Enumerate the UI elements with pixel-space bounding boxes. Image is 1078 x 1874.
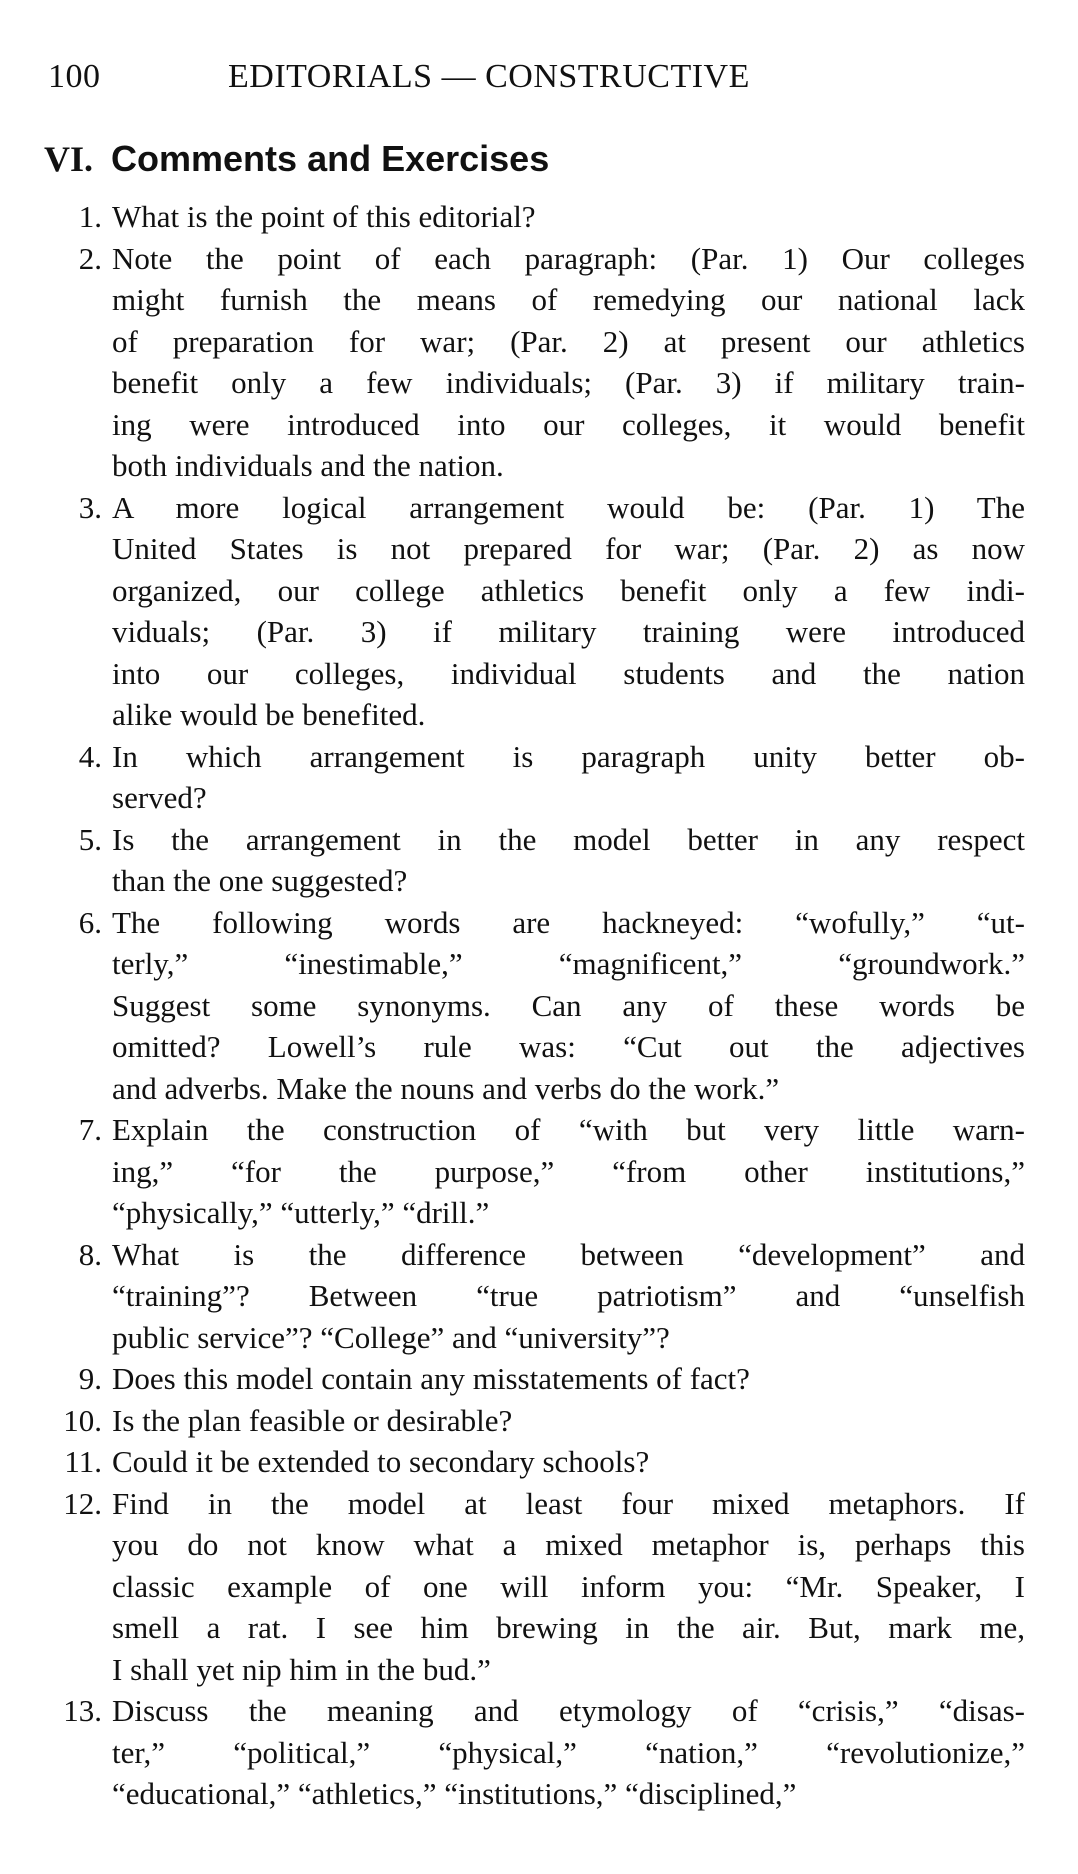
exercise-line: classic example of one will inform you: “Mr. Speaker, I	[112, 1568, 1025, 1604]
exercise-line: Suggest some synonyms. Can any of these words be	[112, 987, 1025, 1023]
exercise-number: 7.	[78, 1112, 102, 1147]
exercise-line: Does this model contain any misstatements of fact?	[112, 1361, 750, 1396]
exercise-number: 12.	[63, 1485, 102, 1521]
section-number: VI.	[44, 139, 94, 179]
exercise-number: 4.	[78, 738, 102, 774]
exercise-text	[112, 238, 1025, 487]
exercise-text	[112, 487, 1025, 736]
exercise-number: 3.	[78, 489, 102, 525]
exercise-item	[0, 1234, 1078, 1359]
exercise-line: benefit only a few individuals; (Par. 3) if military train-	[112, 365, 1025, 400]
exercise-line: alike would be benefited.	[112, 697, 426, 732]
exercise-text	[112, 819, 1025, 902]
exercise-line: Is the plan feasible or desirable?	[112, 1402, 513, 1438]
exercise-line: you do not know what a mixed metaphor is, perhaps this	[112, 1527, 1025, 1562]
exercise-text	[112, 902, 1025, 1110]
exercise-item	[0, 1400, 1078, 1442]
exercise-line: might furnish the means of remedying our national lack	[112, 282, 1025, 317]
exercise-line: What is the point of this editorial?	[112, 199, 536, 234]
exercise-line: “training”? Between “true patriotism” and “unselfish	[112, 1278, 1025, 1313]
exercise-text	[112, 1358, 1025, 1400]
exercise-item	[0, 1109, 1078, 1234]
exercise-line: public service”? “College” and “university”?	[112, 1319, 670, 1355]
exercise-line: omitted? Lowell’s rule was: “Cut out the adjectives	[112, 1029, 1025, 1064]
exercise-item	[0, 736, 1078, 819]
exercise-item	[0, 238, 1078, 487]
exercise-number: 6.	[78, 904, 102, 940]
exercise-text	[112, 196, 1025, 238]
exercise-line: I shall yet nip him in the bud.”	[112, 1651, 491, 1687]
exercise-line: Discuss the meaning and etymology of “crisis,” “disas-	[112, 1693, 1025, 1728]
exercise-line: terly,” “inestimable,” “magnificent,” “groundwork.”	[112, 946, 1025, 981]
exercise-line: Find in the model at least four mixed metaphors. If	[112, 1485, 1025, 1521]
exercise-item	[0, 1441, 1078, 1483]
exercise-text	[112, 1441, 1025, 1483]
exercise-number: 13.	[63, 1693, 102, 1728]
exercise-text	[112, 1400, 1025, 1442]
exercise-line: “educational,” “athletics,” “institutions,” “disciplined,”	[112, 1776, 797, 1811]
exercise-number: 9.	[78, 1361, 102, 1396]
exercise-line: Explain the construction of “with but very little warn-	[112, 1112, 1025, 1147]
exercise-line: Could it be extended to secondary schools?	[112, 1444, 650, 1479]
section-title: Comments and Exercises	[111, 138, 550, 179]
exercise-item	[0, 819, 1078, 902]
exercise-line: Is the arrangement in the model better in any respect	[112, 821, 1025, 857]
exercise-number: 1.	[78, 199, 102, 234]
exercise-line: In which arrangement is paragraph unity better ob-	[112, 738, 1025, 774]
exercise-line: A more logical arrangement would be: (Par. 1) The	[112, 489, 1025, 525]
section-heading	[44, 138, 549, 180]
exercise-text	[112, 1109, 1025, 1234]
exercise-line: viduals; (Par. 3) if military training were introduced	[112, 614, 1025, 649]
exercise-item	[0, 196, 1078, 238]
exercise-line: ter,” “political,” “physical,” “nation,” “revolutionize,”	[112, 1734, 1025, 1770]
exercise-line: served?	[112, 780, 207, 815]
exercise-number: 11.	[64, 1444, 102, 1479]
page-number: 100	[48, 58, 101, 95]
exercise-text	[112, 1234, 1025, 1359]
exercise-line: “physically,” “utterly,” “drill.”	[112, 1195, 490, 1230]
exercise-line: of preparation for war; (Par. 2) at present our athletics	[112, 323, 1025, 359]
exercise-text	[112, 1690, 1025, 1815]
exercise-text	[112, 736, 1025, 819]
exercise-number: 10.	[63, 1402, 102, 1438]
exercise-line: than the one suggested?	[112, 863, 408, 898]
exercise-number: 2.	[78, 240, 102, 276]
exercise-line: What is the difference between “development” and	[112, 1236, 1025, 1272]
exercise-line: ing were introduced into our colleges, it would benefit	[112, 406, 1025, 442]
exercise-item	[0, 1483, 1078, 1691]
exercise-line: The following words are hackneyed: “wofully,” “ut-	[112, 904, 1025, 940]
exercise-line: ing,” “for the purpose,” “from other institutions,”	[112, 1153, 1025, 1189]
exercise-line: organized, our college athletics benefit only a few indi-	[112, 572, 1025, 608]
exercise-line: United States is not prepared for war; (Par. 2) as now	[112, 531, 1025, 566]
exercise-text	[112, 1483, 1025, 1691]
running-head	[48, 58, 1048, 102]
exercise-line: and adverbs. Make the nouns and verbs do the work.”	[112, 1070, 780, 1106]
exercise-item	[0, 1690, 1078, 1815]
exercise-item	[0, 487, 1078, 736]
exercise-line: both individuals and the nation.	[112, 448, 504, 483]
exercise-item	[0, 902, 1078, 1110]
exercise-line: into our colleges, individual students and the nation	[112, 655, 1025, 691]
running-title: EDITORIALS — CONSTRUCTIVE	[228, 58, 750, 95]
exercise-line: Note the point of each paragraph: (Par. 1) Our colleges	[112, 240, 1025, 276]
exercise-list	[0, 196, 1078, 1815]
exercise-number: 8.	[78, 1236, 102, 1272]
exercise-line: smell a rat. I see him brewing in the air. But, mark me,	[112, 1610, 1025, 1645]
exercise-number: 5.	[78, 821, 102, 857]
exercise-item	[0, 1358, 1078, 1400]
